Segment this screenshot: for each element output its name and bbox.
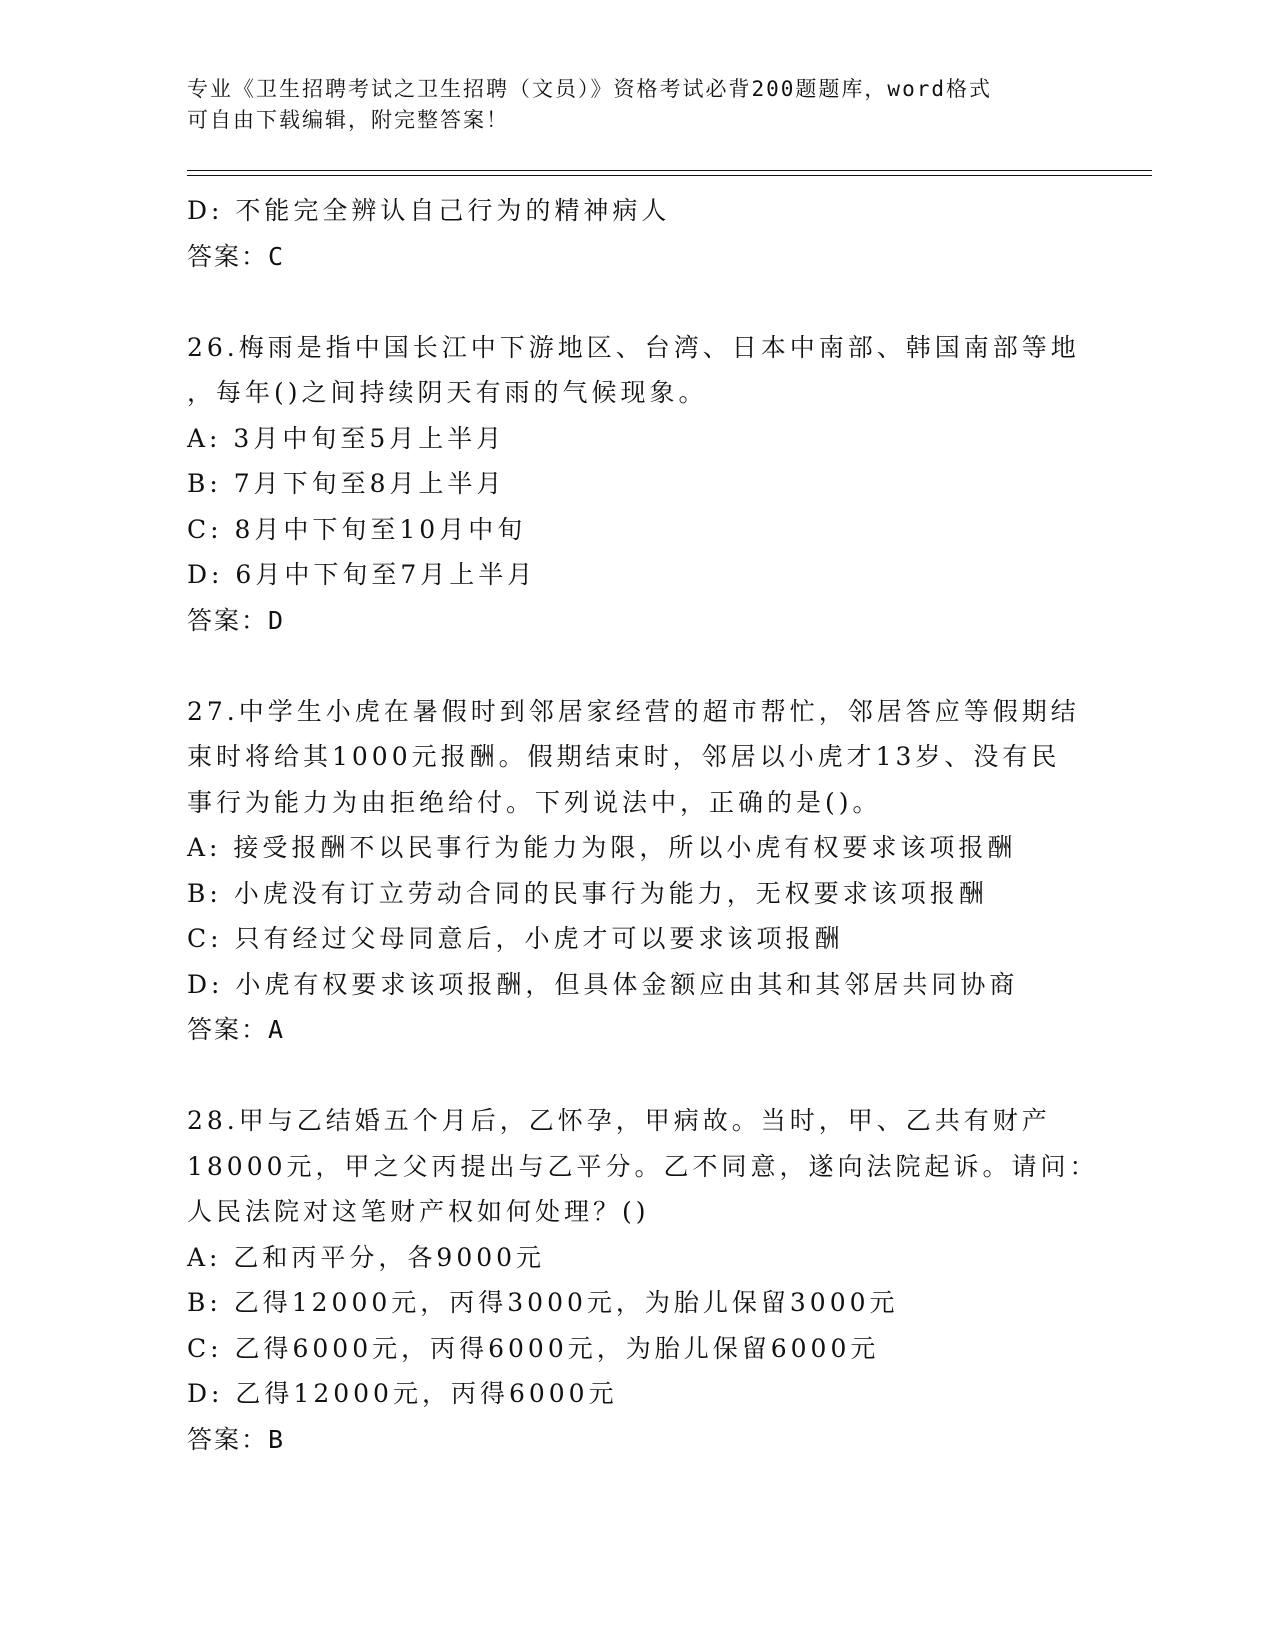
question-stem: 18000元，甲之父丙提出与乙平分。乙不同意，遂向法院起诉。请问： xyxy=(187,1151,1099,1181)
question-26 xyxy=(187,325,1087,644)
header-line-2: 可自由下载编辑，附完整答案！ xyxy=(187,108,509,132)
option-d: D: 不能完全辨认自己行为的精神病人 xyxy=(187,196,671,225)
answer-label: 答案： xyxy=(187,1424,269,1454)
option-a: A: 乙和丙平分，各9000元 xyxy=(187,1242,546,1272)
document-header xyxy=(187,74,1067,136)
spacer xyxy=(187,643,1087,689)
option-c: C: 乙得6000元，丙得6000元，为胎儿保留6000元 xyxy=(187,1333,880,1363)
answer-line xyxy=(187,598,1087,644)
header-rule-top xyxy=(187,170,1152,171)
question-stem: 束时将给其1000元报酬。假期结束时，邻居以小虎才13岁、没有民 xyxy=(187,742,1061,771)
answer-label: 答案： xyxy=(187,605,269,635)
question-stem: 28.甲与乙结婚五个月后，乙怀孕，甲病故。当时，甲、乙共有财产 xyxy=(187,1106,1051,1135)
question-stem: 27.中学生小虎在暑假时到邻居家经营的超市帮忙，邻居答应等假期结 xyxy=(187,696,1080,726)
answer-label: 答案： xyxy=(187,241,269,271)
answer-label: 答案： xyxy=(187,1015,269,1044)
question-27 xyxy=(187,689,1087,1053)
answer-value: B xyxy=(268,1424,286,1454)
option-a: A: 3月中旬至5月上半月 xyxy=(187,423,506,453)
option-d: D: 小虎有权要求该项报酬，但具体金额应由其和其邻居共同协商 xyxy=(187,969,1019,999)
answer-line xyxy=(187,1417,1087,1463)
option-c: C: 只有经过父母同意后，小虎才可以要求该项报酬 xyxy=(187,924,844,953)
question-stem: ，每年()之间持续阴天有雨的气候现象。 xyxy=(187,378,708,407)
answer-value: A xyxy=(268,1015,286,1044)
answer-value: C xyxy=(268,241,286,271)
option-a: A: 接受报酬不以民事行为能力为限，所以小虎有权要求该项报酬 xyxy=(187,833,1017,862)
option-b: B: 7月下旬至8月上半月 xyxy=(187,469,506,498)
question-stem: 事行为能力为由拒绝给付。下列说法中，正确的是()。 xyxy=(187,787,882,817)
header-rule-bottom xyxy=(187,175,1152,176)
option-c: C: 8月中下旬至10月中旬 xyxy=(187,514,527,544)
answer-value: D xyxy=(268,605,286,635)
option-d: D: 6月中下旬至7月上半月 xyxy=(187,560,537,589)
question-25-tail xyxy=(187,188,1087,279)
answer-line xyxy=(187,1007,1087,1053)
question-list xyxy=(187,188,1099,1462)
question-stem: 人民法院对这笔财产权如何处理？() xyxy=(187,1197,650,1226)
option-d: D: 乙得12000元，丙得6000元 xyxy=(187,1379,618,1408)
question-28 xyxy=(187,1098,1099,1462)
question-stem: 26.梅雨是指中国长江中下游地区、台湾、日本中南部、韩国南部等地 xyxy=(187,332,1080,362)
header-line-1: 专业《卫生招聘考试之卫生招聘（文员）》资格考试必背200题题库，word格式 xyxy=(187,77,992,101)
spacer xyxy=(187,279,1087,325)
answer-line xyxy=(187,234,1087,280)
option-b: B: 小虎没有订立劳动合同的民事行为能力，无权要求该项报酬 xyxy=(187,878,988,908)
option-b: B: 乙得12000元，丙得3000元，为胎儿保留3000元 xyxy=(187,1288,899,1317)
spacer xyxy=(187,1053,1087,1099)
